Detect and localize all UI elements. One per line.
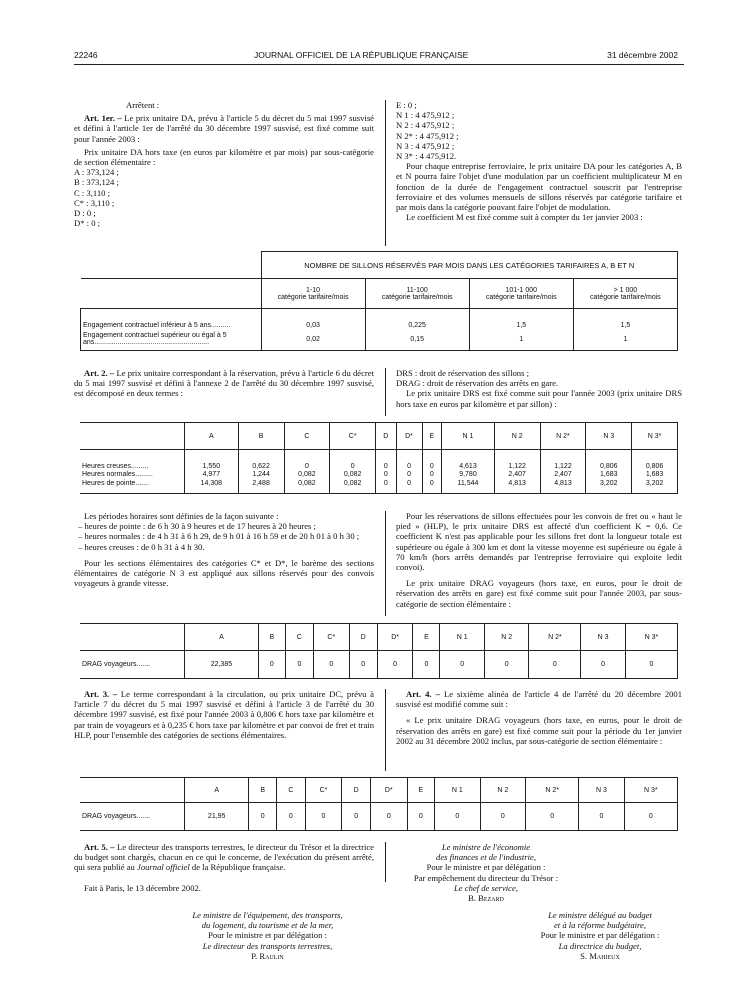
drs-definition: DRS : droit de réservation des sillons ;	[396, 368, 529, 378]
art1-intro: Prix unitaire DA hors taxe (en euros par kilomètre et par mois) par sous-catégorie de section élémentaire :	[74, 146, 374, 168]
high-speed-paragraph: Pour les sections élémentaires des catégories C* et D*, le barème des sections élémentaires de catégorie N 3 est appliqué aux sillons réservés pour des convois voyageurs à grande vitesse.	[74, 557, 374, 589]
column-divider	[385, 689, 386, 771]
column-divider	[385, 100, 386, 246]
periods-intro: Les périodes horaires sont définies de la façon suivante :	[84, 511, 279, 521]
drs-intro: Le prix unitaire DRS est fixé comme suit pour l'année 2003 (prix unitaire DRS hors taxe en euros par kilomètre et par sillon) :	[396, 388, 682, 409]
art2-right-block	[396, 368, 682, 409]
period-peak: – heures de pointe : de 6 h 30 à 9 heures et de 17 heures à 20 heures ;	[78, 521, 316, 532]
signatory-raulin: P. Raulin	[251, 950, 284, 961]
drag-definition: DRAG : droit de réservation des arrêts en gare.	[396, 378, 559, 389]
period-offpeak: – heures creuses : de 0 h 31 à 4 h 30.	[78, 541, 205, 552]
page-header	[74, 50, 684, 65]
table-row: DRAG voyageurs....... 21,95 0 0 0 0 0 0 0 0 0 0 0	[80, 803, 678, 831]
table1-title: NOMBRE DE SILLONS RÉSERVÉS PAR MOIS DANS LES CATÉGORIES TARIFAIRES A, B ET N	[261, 252, 678, 279]
art4-text: Le sixième alinéa de l'article 4 de l'arrêté du 20 décembre 2001 susvisé est modifié comme suit :	[396, 689, 683, 710]
coefficient-m-paragraph: Le coefficient M est fixé comme suit à compter du 1er janvier 2003 :	[406, 212, 643, 223]
art4-quote: « Le prix unitaire DRAG voyageurs (hors taxe, en euros, pour le droit de réservation des arrêts en gare) est fixé comme suit pour la période du 1er janvier 2002 au 31 décembre 2002 inclus, par sous-catégorie de section élémentaire :	[396, 715, 682, 746]
art3-text: Le terme correspondant à la circulation, ou prix unitaire DC, prévu à l'article 7 du décret du 5 mai 1997 susvisé et défini à l'article 3 de l'arrêté du 30 décembre 1997 susvisé, est fixé pour l'année 2003 à 0,806 € hors taxe par kilomètre et par train de voyageurs et à 0,235 € hors taxe par kilomètre et par convoi de fret et train HLP, pour l'ensemble des catégories de sections élémentaires.	[74, 689, 374, 740]
da-continuation-block	[396, 100, 682, 222]
hlp-block	[396, 511, 682, 609]
table-row: Heures normales......... 4,977 1,244 0,082 0,082 0 0 0 9,780 2,407 2,407 1,683 1,683	[80, 470, 678, 480]
art2-block	[74, 368, 374, 399]
da-line-n2: N 2 : 4 475,912 ;	[396, 120, 455, 131]
table-drag-2003: A B C C* D D* E N 1 N 2 N 2* N 3 N 3* DRAG voyageurs....... 22,385 0 0 0 0 0 0 0 0 0 0 0	[80, 623, 678, 679]
table1-col-3: 101-1 000 catégorie tarifaire/mois	[469, 279, 573, 309]
page-number: 22246	[74, 50, 98, 60]
drag-intro: Le prix unitaire DRAG voyageurs (hors taxe, en euros, pour le droit de réservation des arrêts en gare) est fixé comme suit pour l'année 2003, par sous-catégorie de section élémentaire :	[396, 578, 682, 609]
table1-col-4: > 1 000 catégorie tarifaire/mois	[573, 279, 677, 309]
modulation-paragraph: Pour chaque entreprise ferroviaire, le prix unitaire DA pour les catégories A, B et N pourra faire l'objet d'une modulation par un coefficient multiplicateur M en fonction de la durée de l'engagement contractuel souscrit par l'entreprise ferroviaire et des volumes mensuels de sillons réservés par catégorie tarifaire et par mois dans la catégorie pouvant faire l'objet de modulation.	[396, 161, 682, 213]
da-line-e: E : 0 ;	[396, 100, 417, 110]
da-line-b: B : 373,124 ;	[74, 177, 119, 188]
table-coefficient-m	[80, 251, 678, 351]
column-divider	[385, 368, 386, 416]
art1-text: Le prix unitaire DA, prévu à l'article 5 du décret du 5 mai 1997 susvisé et défini à l'article 1er de l'arrêté du 30 décembre 1997 susvisé, est fixé comme suit pour l'année 2003 :	[74, 113, 374, 144]
da-line-dstar: D* : 0 ;	[74, 218, 101, 229]
column-divider	[385, 511, 386, 616]
art5-label: Art. 5. –	[84, 842, 115, 852]
art2-text: Le prix unitaire correspondant à la réservation, prévu à l'article 6 du décret du 5 mai 1997 susvisé et défini à l'annexe 2 de l'arrêté du 30 décembre 1997 susvisé, est décomposé en deux termes :	[74, 368, 374, 399]
signature-transport: Le ministre de l'équipement, des transports, du logement, du tourisme et de la mer, Pour le ministre et par délégation : Le directeur des transports terrestres, P. Raulin	[160, 910, 375, 961]
da-line-n3: N 3 : 4 475,912 ;	[396, 140, 455, 151]
table-row: Heures creuses......... 1,550 0,622 0 0 0 0 0 4,613 1,122 1,122 0,806 0,806	[80, 450, 678, 470]
signatory-bezard: B. Bezard	[468, 893, 504, 904]
art3-label: Art. 3. –	[84, 689, 118, 699]
table-row: Engagement contractuel inférieur à 5 ans.......... 0,03 0,225 1,5 1,5	[81, 309, 678, 329]
journal-title: JOURNAL OFFICIEL DE LA RÉPUBLIQUE FRANÇAISE	[254, 50, 469, 60]
signature-budget: Le ministre délégué au budget et à la réforme budgétaire, Pour le ministre et par délégation : La directrice du budget, S. Mahieux	[500, 910, 700, 961]
art4-block	[396, 689, 682, 746]
done-at-paris: Fait à Paris, le 13 décembre 2002.	[84, 882, 201, 893]
art1-block	[74, 100, 374, 228]
table-row: DRAG voyageurs....... 22,385 0 0 0 0 0 0 0 0 0 0 0	[80, 651, 678, 679]
period-normal: – heures normales : de 4 h 31 à 6 h 29, de 9 h 01 à 16 h 59 et de 20 h 01 à 0 h 30 ;	[78, 531, 360, 542]
table-row: Engagement contractuel supérieur ou égal à 5 ans........................................................... 0,02 0,15 1 1	[81, 329, 678, 351]
table1-col-2: 11-100 catégorie tarifaire/mois	[365, 279, 469, 309]
table1-col-1: 1-10 catégorie tarifaire/mois	[261, 279, 365, 309]
da-line-d: D : 0 ;	[74, 208, 96, 219]
table-drag-2002: A B C C* D D* E N 1 N 2 N 2* N 3 N 3* DRAG voyageurs....... 21,95 0 0 0 0 0 0 0 0 0 0 0	[80, 777, 678, 831]
art1-label: Art. 1er. –	[84, 113, 122, 124]
art5-block: Art. 5. – Le directeur des transports terrestres, le directeur du Trésor et la directrice du budget sont chargés, chacun en ce qui le concerne, de l'exécution du présent arrêté, qui sera publié au Journal officiel de la République française. Fait à Paris, le 13 décembre 2002.	[74, 842, 374, 893]
art4-label: Art. 4. –	[406, 689, 440, 699]
art1-paragraph	[74, 113, 374, 144]
signatory-mahieux: S. Mahieux	[580, 950, 620, 961]
da-line-n2star: N 2* : 4 475,912 ;	[396, 130, 459, 141]
arretent: Arrêtent :	[126, 100, 160, 110]
table-row: Heures de pointe....... 14,308 2,488 0,082 0,082 0 0 0 11,544 4,813 4,813 3,202 3,202	[80, 480, 678, 494]
art2-label: Art. 2. –	[84, 368, 115, 378]
da-line-cstar: C* : 3,110 ;	[74, 197, 115, 208]
da-line-n3star: N 3* : 4 475,912.	[396, 151, 457, 162]
periods-block	[74, 511, 374, 588]
art3-block	[74, 689, 374, 740]
table-drs: A B C C* D D* E N 1 N 2 N 2* N 3 N 3* Heures creuses......... 1,550 0,622 0 0 0 0 0 4,613 1,122 1,122 0,806 0,806 Heures normales......... 4,977 1,244 0,082 0,082 0 0 0 9,780 2,407 2,407 1,683 1,683 Heures de pointe....... 14,308 2,488 0,082 0,082 0 0 0 11,544 4,813 4,813 3,202 3,202	[80, 422, 678, 494]
da-line-n1: N 1 : 4 475,912 ;	[396, 110, 455, 121]
da-line-a: A : 373,124 ;	[74, 167, 119, 178]
signature-economy: Le ministre de l'économie des finances et de l'industrie, Pour le ministre et par délégation : Par empêchement du directeur du Trésor : Le chef de service, B. Bezard	[386, 842, 586, 903]
da-line-c: C : 3,110 ;	[74, 187, 110, 198]
hlp-paragraph: Pour les réservations de sillons effectuées pour les convois de fret ou « haut le pied » (HLP), le prix unitaire DRS est affecté d'un coefficient K = 0,6. Ce coefficient K n'est pas applicable pour les sillons fret dont la longueur totale est supérieure ou égale à 300 km et dont la vitesse moyenne est supérieure ou égale à 70 km/h (hors arrêts demandés par l'entreprise ferroviaire qui exploite ledit convoi).	[396, 511, 682, 573]
issue-date: 31 décembre 2002	[607, 50, 678, 60]
